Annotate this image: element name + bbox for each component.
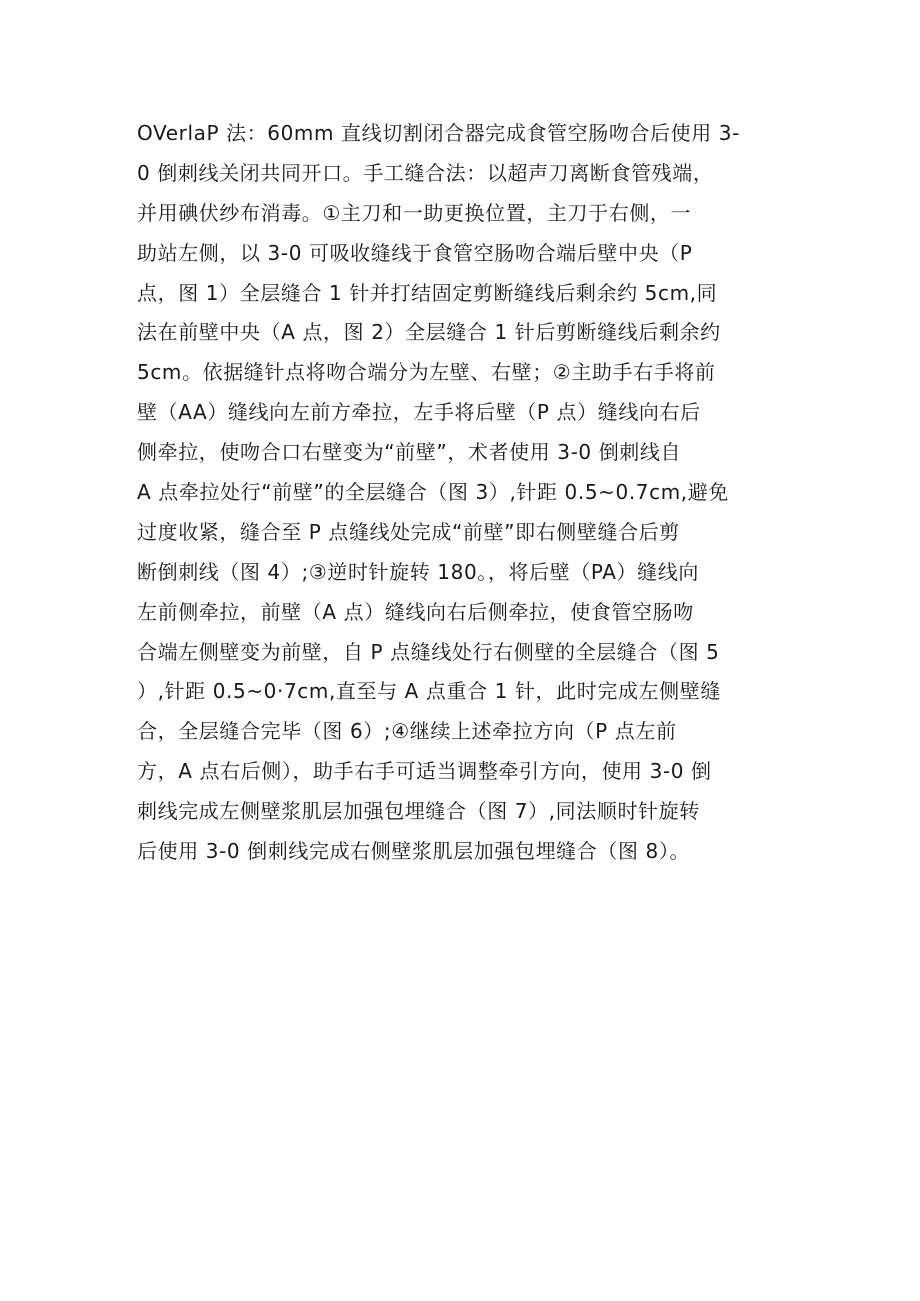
- paragraph-line-19: 后使用 3-0 倒刺线完成右侧壁浆肌层加强包埋缝合（图 8）。: [137, 839, 691, 864]
- paragraph-line-7: 5cm。依据缝针点将吻合端分为左壁、右壁；②主助手右手将前: [137, 360, 716, 385]
- paragraph-line-8: 壁（AA）缝线向左前方牵拉，左手将后壁（P 点）缝线向右后: [137, 400, 701, 425]
- paragraph-line-4: 助站左侧，以 3-0 可吸收缝线于食管空肠吻合端后壁中央（P: [137, 240, 693, 265]
- paragraph-line-14: 合端左侧壁变为前壁，自 P 点缝线处行右侧壁的全层缝合（图 5: [137, 639, 720, 664]
- paragraph-line-2: 0 倒刺线关闭共同开口。手工缝合法：以超声刀离断食管残端，: [137, 160, 714, 185]
- paragraph-line-17: 方，A 点右后侧），助手右手可适当调整牵引方向，使用 3-0 倒: [137, 759, 712, 784]
- paragraph-line-5: 点，图 1）全层缝合 1 针并打结固定剪断缝线后剩余约 5cm,同: [137, 280, 718, 305]
- body-paragraph: [137, 114, 797, 872]
- paragraph-line-11: 过度收紧，缝合至 P 点缝线处完成“前壁”即右侧壁缝合后剪: [137, 519, 680, 544]
- paragraph-line-3: 并用碘伏纱布消毒。①主刀和一助更换位置，主刀于右侧，一: [137, 200, 692, 225]
- paragraph-line-1: OVerlaP 法：60mm 直线切割闭合器完成食管空肠吻合后使用 3-: [137, 121, 740, 145]
- paragraph-line-10: A 点牵拉处行“前壁”的全层缝合（图 3）,针距 0.5~0.7cm,避免: [137, 480, 729, 505]
- paragraph-line-12: 断倒刺线（图 4）;③逆时针旋转 180。，将后壁（PA）缝线向: [137, 559, 699, 584]
- paragraph-line-13: 左前侧牵拉，前壁（A 点）缝线向右后侧牵拉，使食管空肠吻: [137, 599, 694, 624]
- paragraph-line-15: ）,针距 0.5~0·7cm,直至与 A 点重合 1 针，此时完成左侧壁缝: [137, 679, 721, 704]
- paragraph-line-6: 法在前壁中央（A 点，图 2）全层缝合 1 针后剪断缝线后剩余约: [137, 320, 721, 345]
- paragraph-line-9: 侧牵拉，使吻合口右壁变为“前壁”，术者使用 3-0 倒刺线自: [137, 440, 682, 465]
- paragraph-line-18: 刺线完成左侧壁浆肌层加强包埋缝合（图 7）,同法顺时针旋转: [137, 799, 700, 824]
- paragraph-line-16: 合，全层缝合完毕（图 6）;④继续上述牵拉方向（P 点左前: [137, 719, 677, 744]
